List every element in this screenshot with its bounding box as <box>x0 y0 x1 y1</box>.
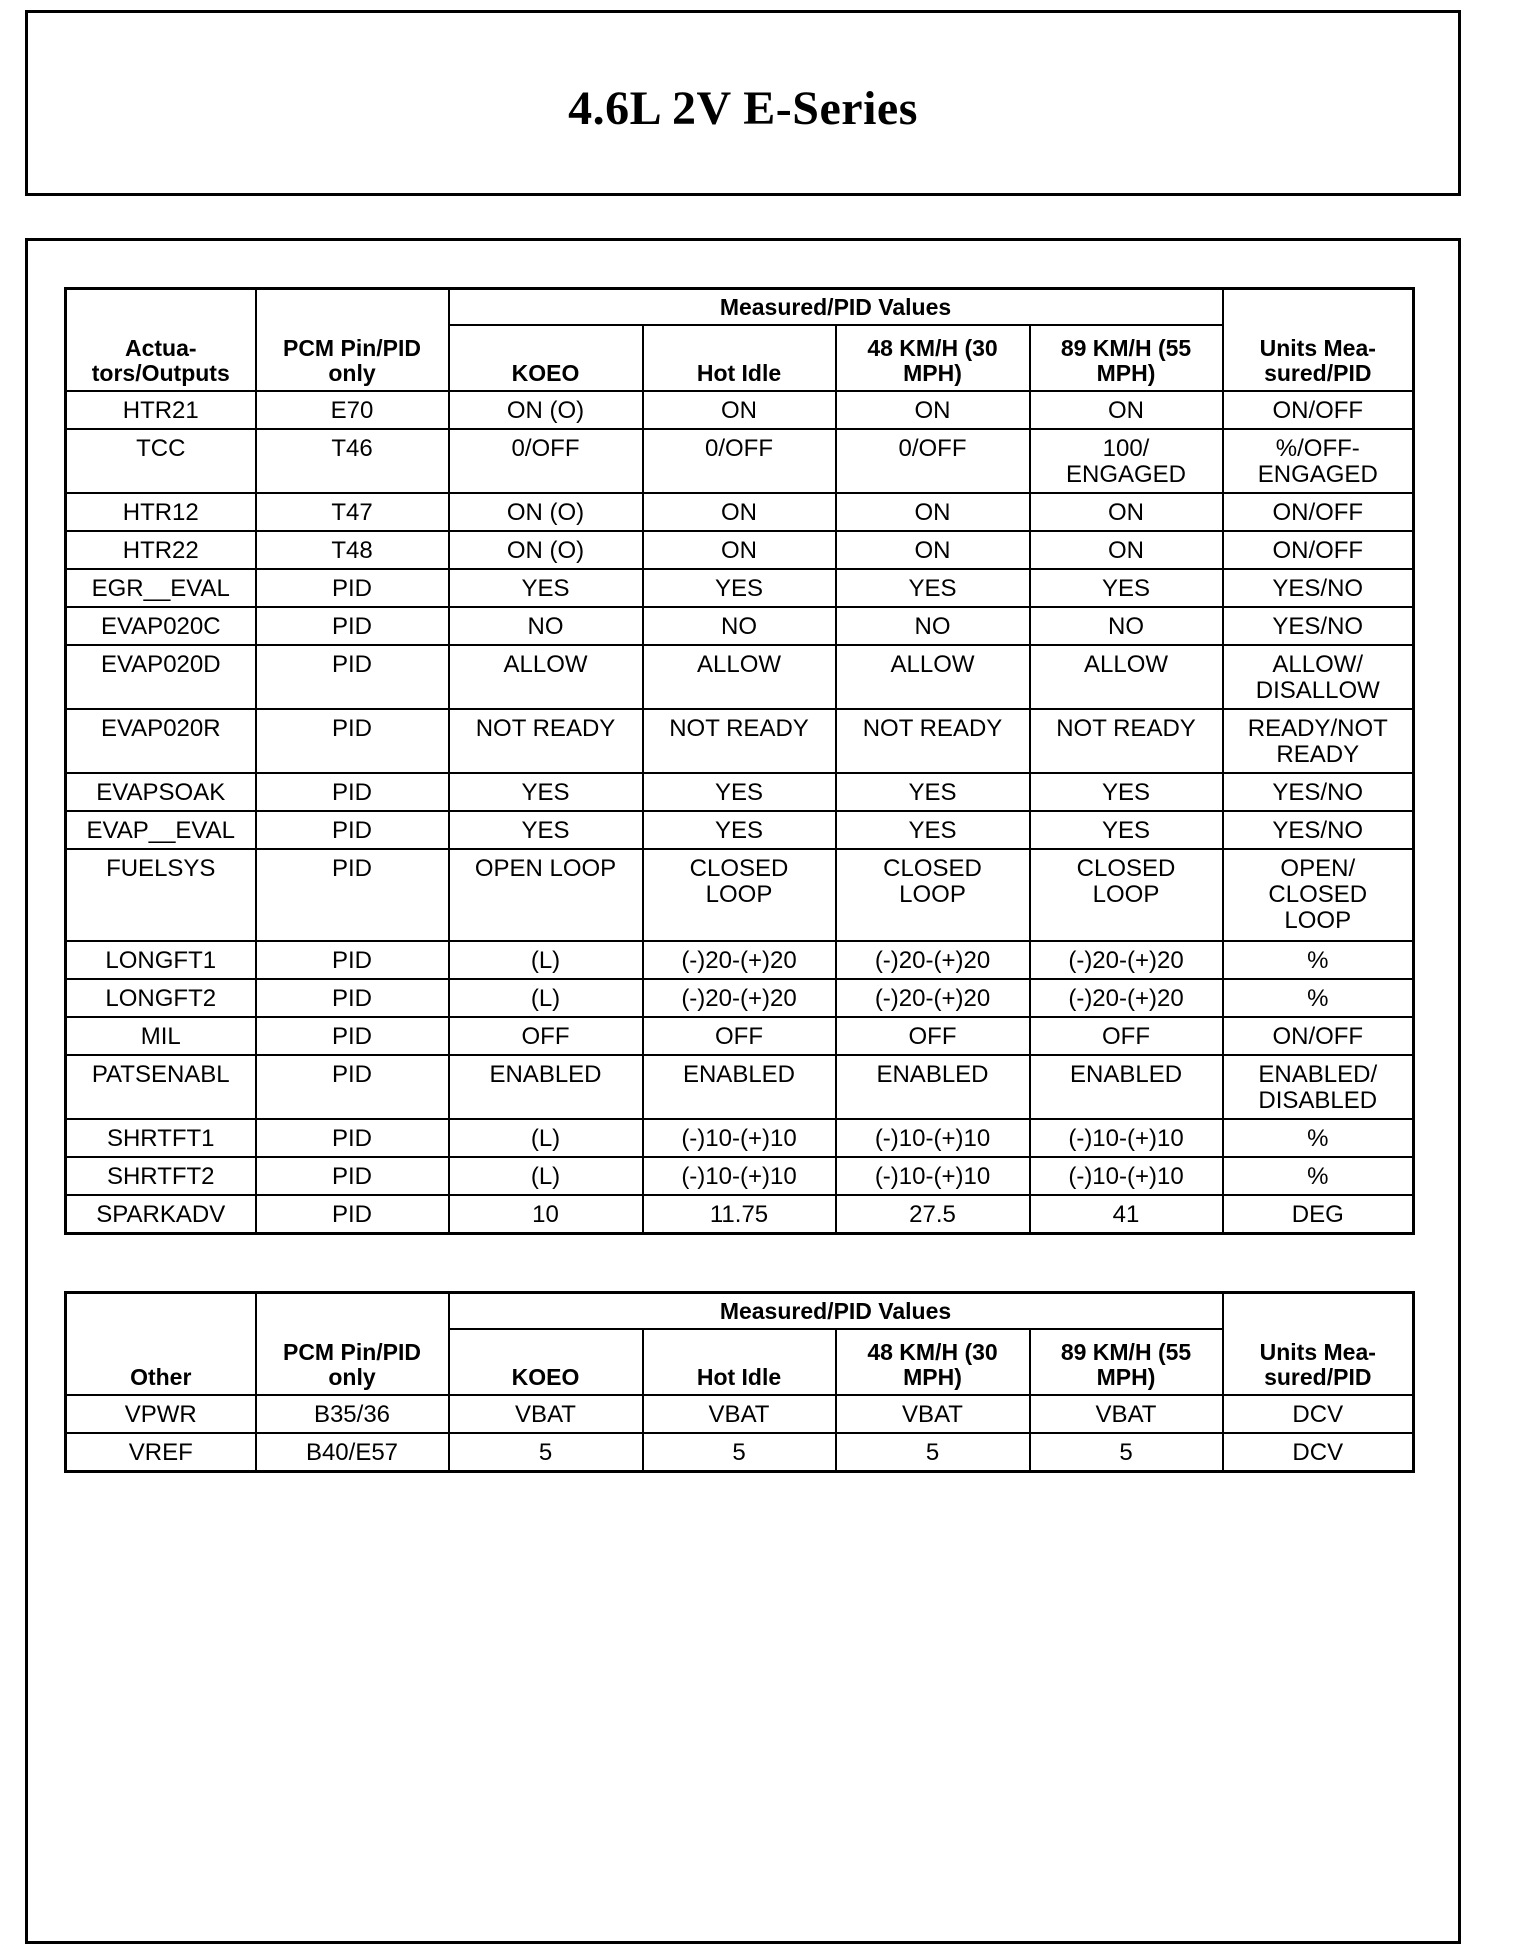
cell-89kmh: (-)10-(+)10 <box>1030 1119 1223 1157</box>
actuators-outputs-table <box>64 287 1415 1235</box>
cell-pcm-pin: PID <box>256 607 449 645</box>
cell-89kmh: CLOSED LOOP <box>1030 849 1223 941</box>
cell-48kmh: ON <box>836 493 1030 531</box>
other-table <box>64 1291 1415 1473</box>
header-89kmh: 89 KM/H (55 MPH) <box>1030 1329 1223 1395</box>
header-hot-idle: Hot Idle <box>643 1329 836 1395</box>
table-row <box>66 979 1414 1017</box>
cell-signal-name: SHRTFT1 <box>66 1119 256 1157</box>
cell-48kmh: CLOSED LOOP <box>836 849 1030 941</box>
cell-pcm-pin: PID <box>256 1157 449 1195</box>
cell-48kmh: (-)10-(+)10 <box>836 1119 1030 1157</box>
cell-koeo: 0/OFF <box>449 429 643 493</box>
cell-units: YES/NO <box>1223 607 1414 645</box>
cell-89kmh: ALLOW <box>1030 645 1223 709</box>
cell-pcm-pin: T46 <box>256 429 449 493</box>
cell-hot-idle: VBAT <box>643 1395 836 1433</box>
cell-hot-idle: (-)10-(+)10 <box>643 1119 836 1157</box>
cell-48kmh: (-)20-(+)20 <box>836 979 1030 1017</box>
cell-48kmh: ENABLED <box>836 1055 1030 1119</box>
header-measured-pid-values: Measured/PID Values <box>449 289 1223 326</box>
cell-koeo: ON (O) <box>449 531 643 569</box>
cell-hot-idle: CLOSED LOOP <box>643 849 836 941</box>
table-row <box>66 849 1414 941</box>
cell-hot-idle: OFF <box>643 1017 836 1055</box>
cell-48kmh: NO <box>836 607 1030 645</box>
cell-signal-name: LONGFT2 <box>66 979 256 1017</box>
cell-48kmh: OFF <box>836 1017 1030 1055</box>
cell-48kmh: NOT READY <box>836 709 1030 773</box>
cell-pcm-pin: PID <box>256 645 449 709</box>
cell-hot-idle: ENABLED <box>643 1055 836 1119</box>
cell-koeo: NOT READY <box>449 709 643 773</box>
cell-hot-idle: 11.75 <box>643 1195 836 1234</box>
cell-units: YES/NO <box>1223 811 1414 849</box>
cell-koeo: 5 <box>449 1433 643 1472</box>
cell-48kmh: 5 <box>836 1433 1030 1472</box>
cell-pcm-pin: T48 <box>256 531 449 569</box>
cell-koeo: YES <box>449 569 643 607</box>
table-row <box>66 709 1414 773</box>
cell-units: DCV <box>1223 1433 1414 1472</box>
cell-units: %/OFF- ENGAGED <box>1223 429 1414 493</box>
header-pcm-pin: PCM Pin/PID only <box>256 1293 449 1396</box>
cell-hot-idle: YES <box>643 811 836 849</box>
header-actuators-outputs: Actua- tors/Outputs <box>66 289 256 392</box>
cell-units: ENABLED/ DISABLED <box>1223 1055 1414 1119</box>
table-row <box>66 429 1414 493</box>
table-row <box>66 811 1414 849</box>
cell-signal-name: TCC <box>66 429 256 493</box>
cell-pcm-pin: PID <box>256 849 449 941</box>
cell-hot-idle: ON <box>643 531 836 569</box>
cell-koeo: VBAT <box>449 1395 643 1433</box>
cell-89kmh: ENABLED <box>1030 1055 1223 1119</box>
cell-units: YES/NO <box>1223 773 1414 811</box>
table-row <box>66 607 1414 645</box>
table-row <box>66 1395 1414 1433</box>
cell-signal-name: HTR22 <box>66 531 256 569</box>
cell-koeo: (L) <box>449 1119 643 1157</box>
title-box <box>25 10 1461 196</box>
cell-units: OPEN/ CLOSED LOOP <box>1223 849 1414 941</box>
table-row <box>66 645 1414 709</box>
cell-koeo: ON (O) <box>449 493 643 531</box>
cell-89kmh: YES <box>1030 811 1223 849</box>
cell-hot-idle: (-)20-(+)20 <box>643 979 836 1017</box>
table-row <box>66 493 1414 531</box>
cell-hot-idle: YES <box>643 569 836 607</box>
cell-48kmh: VBAT <box>836 1395 1030 1433</box>
cell-units: ON/OFF <box>1223 493 1414 531</box>
cell-koeo: YES <box>449 773 643 811</box>
cell-koeo: OPEN LOOP <box>449 849 643 941</box>
header-units: Units Mea- sured/PID <box>1223 1293 1414 1396</box>
cell-signal-name: EVAPSOAK <box>66 773 256 811</box>
cell-hot-idle: (-)20-(+)20 <box>643 941 836 979</box>
cell-89kmh: NOT READY <box>1030 709 1223 773</box>
cell-units: % <box>1223 1119 1414 1157</box>
cell-89kmh: ON <box>1030 391 1223 429</box>
cell-koeo: (L) <box>449 941 643 979</box>
cell-koeo: NO <box>449 607 643 645</box>
cell-hot-idle: 5 <box>643 1433 836 1472</box>
header-koeo: KOEO <box>449 1329 643 1395</box>
cell-hot-idle: 0/OFF <box>643 429 836 493</box>
cell-signal-name: LONGFT1 <box>66 941 256 979</box>
cell-89kmh: (-)10-(+)10 <box>1030 1157 1223 1195</box>
cell-koeo: ON (O) <box>449 391 643 429</box>
cell-units: DCV <box>1223 1395 1414 1433</box>
table-row <box>66 391 1414 429</box>
cell-signal-name: PATSENABL <box>66 1055 256 1119</box>
cell-koeo: OFF <box>449 1017 643 1055</box>
cell-48kmh: (-)10-(+)10 <box>836 1157 1030 1195</box>
table-row <box>66 1119 1414 1157</box>
table-row <box>66 569 1414 607</box>
cell-48kmh: YES <box>836 811 1030 849</box>
table-row <box>66 1195 1414 1234</box>
table-row <box>66 1157 1414 1195</box>
cell-pcm-pin: PID <box>256 1195 449 1234</box>
cell-89kmh: (-)20-(+)20 <box>1030 941 1223 979</box>
cell-koeo: ALLOW <box>449 645 643 709</box>
header-hot-idle: Hot Idle <box>643 325 836 391</box>
cell-89kmh: YES <box>1030 773 1223 811</box>
table-row <box>66 1017 1414 1055</box>
cell-48kmh: ALLOW <box>836 645 1030 709</box>
cell-units: READY/NOT READY <box>1223 709 1414 773</box>
cell-hot-idle: YES <box>643 773 836 811</box>
cell-pcm-pin: E70 <box>256 391 449 429</box>
cell-48kmh: YES <box>836 773 1030 811</box>
cell-89kmh: 5 <box>1030 1433 1223 1472</box>
table-row <box>66 941 1414 979</box>
cell-signal-name: EVAP020D <box>66 645 256 709</box>
cell-signal-name: MIL <box>66 1017 256 1055</box>
cell-hot-idle: NOT READY <box>643 709 836 773</box>
header-units: Units Mea- sured/PID <box>1223 289 1414 392</box>
cell-pcm-pin: PID <box>256 1055 449 1119</box>
cell-koeo: (L) <box>449 1157 643 1195</box>
cell-89kmh: ON <box>1030 531 1223 569</box>
cell-signal-name: SPARKADV <box>66 1195 256 1234</box>
cell-signal-name: HTR21 <box>66 391 256 429</box>
cell-48kmh: ON <box>836 391 1030 429</box>
cell-koeo: (L) <box>449 979 643 1017</box>
cell-48kmh: (-)20-(+)20 <box>836 941 1030 979</box>
cell-pcm-pin: PID <box>256 569 449 607</box>
cell-units: YES/NO <box>1223 569 1414 607</box>
cell-89kmh: (-)20-(+)20 <box>1030 979 1223 1017</box>
cell-pcm-pin: PID <box>256 773 449 811</box>
cell-pcm-pin: PID <box>256 1119 449 1157</box>
cell-signal-name: EVAP020C <box>66 607 256 645</box>
cell-signal-name: EVAP__EVAL <box>66 811 256 849</box>
cell-signal-name: FUELSYS <box>66 849 256 941</box>
cell-89kmh: NO <box>1030 607 1223 645</box>
cell-units: ALLOW/ DISALLOW <box>1223 645 1414 709</box>
cell-pcm-pin: PID <box>256 941 449 979</box>
cell-signal-name: VREF <box>66 1433 256 1472</box>
cell-hot-idle: NO <box>643 607 836 645</box>
header-89kmh: 89 KM/H (55 MPH) <box>1030 325 1223 391</box>
cell-89kmh: 41 <box>1030 1195 1223 1234</box>
cell-89kmh: VBAT <box>1030 1395 1223 1433</box>
table-row <box>66 531 1414 569</box>
cell-signal-name: EVAP020R <box>66 709 256 773</box>
cell-koeo: 10 <box>449 1195 643 1234</box>
cell-48kmh: YES <box>836 569 1030 607</box>
cell-pcm-pin: B40/E57 <box>256 1433 449 1472</box>
cell-units: % <box>1223 941 1414 979</box>
table-row <box>66 1055 1414 1119</box>
cell-signal-name: EGR__EVAL <box>66 569 256 607</box>
cell-48kmh: ON <box>836 531 1030 569</box>
cell-pcm-pin: B35/36 <box>256 1395 449 1433</box>
table-row <box>66 1433 1414 1472</box>
cell-units: ON/OFF <box>1223 1017 1414 1055</box>
cell-89kmh: ON <box>1030 493 1223 531</box>
header-other: Other <box>66 1293 256 1396</box>
cell-48kmh: 0/OFF <box>836 429 1030 493</box>
cell-hot-idle: (-)10-(+)10 <box>643 1157 836 1195</box>
content-box <box>25 238 1461 1944</box>
cell-pcm-pin: PID <box>256 811 449 849</box>
cell-units: DEG <box>1223 1195 1414 1234</box>
cell-pcm-pin: PID <box>256 979 449 1017</box>
cell-units: % <box>1223 1157 1414 1195</box>
cell-units: ON/OFF <box>1223 531 1414 569</box>
cell-units: ON/OFF <box>1223 391 1414 429</box>
cell-hot-idle: ON <box>643 493 836 531</box>
cell-hot-idle: ON <box>643 391 836 429</box>
cell-89kmh: 100/ ENGAGED <box>1030 429 1223 493</box>
cell-pcm-pin: PID <box>256 709 449 773</box>
cell-pcm-pin: PID <box>256 1017 449 1055</box>
cell-units: % <box>1223 979 1414 1017</box>
cell-koeo: ENABLED <box>449 1055 643 1119</box>
cell-hot-idle: ALLOW <box>643 645 836 709</box>
header-48kmh: 48 KM/H (30 MPH) <box>836 1329 1030 1395</box>
table-row <box>66 773 1414 811</box>
cell-signal-name: VPWR <box>66 1395 256 1433</box>
cell-koeo: YES <box>449 811 643 849</box>
header-koeo: KOEO <box>449 325 643 391</box>
header-48kmh: 48 KM/H (30 MPH) <box>836 325 1030 391</box>
cell-signal-name: HTR12 <box>66 493 256 531</box>
header-measured-pid-values: Measured/PID Values <box>449 1293 1223 1330</box>
cell-pcm-pin: T47 <box>256 493 449 531</box>
cell-48kmh: 27.5 <box>836 1195 1030 1234</box>
cell-89kmh: OFF <box>1030 1017 1223 1055</box>
header-pcm-pin: PCM Pin/PID only <box>256 289 449 392</box>
cell-signal-name: SHRTFT2 <box>66 1157 256 1195</box>
cell-89kmh: YES <box>1030 569 1223 607</box>
page-title: 4.6L 2V E-Series <box>568 82 918 135</box>
